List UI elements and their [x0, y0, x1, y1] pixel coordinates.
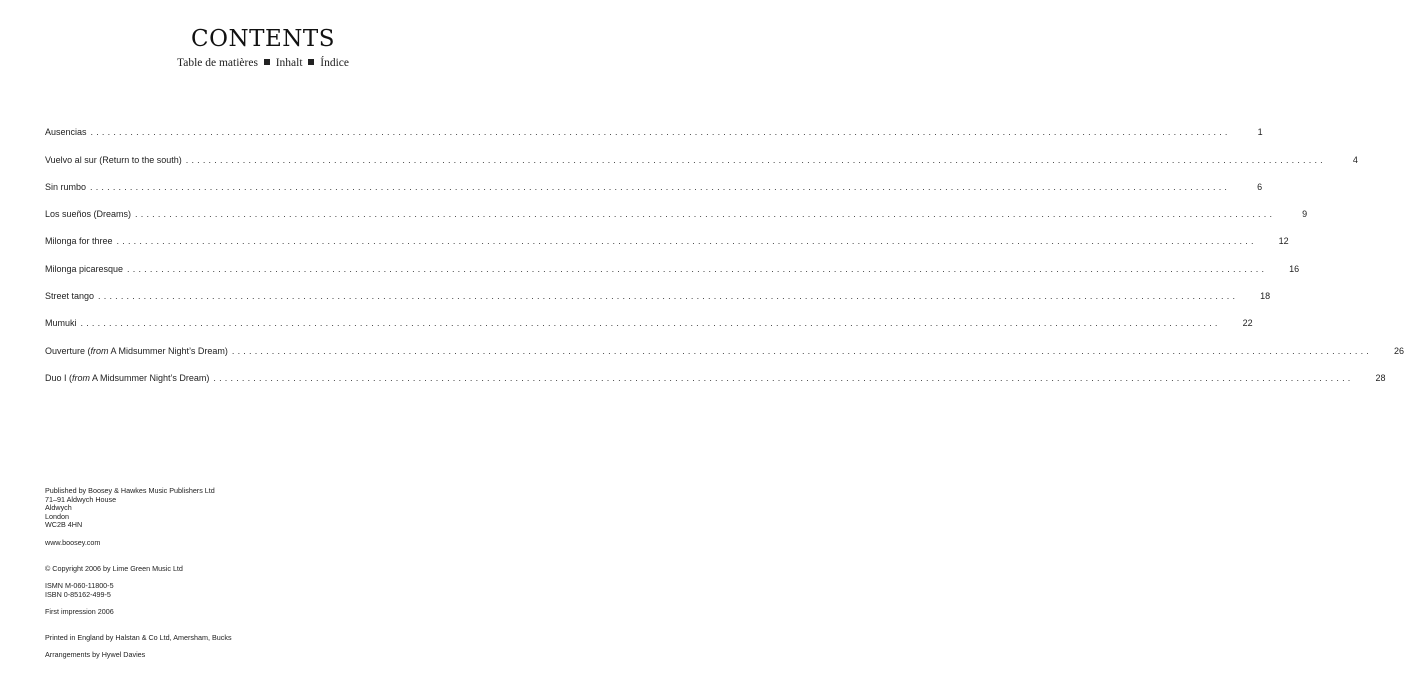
toc-entry-title: Ausencias [45, 127, 87, 138]
subtitle-german: Inhalt [275, 57, 303, 69]
toc-entry[interactable] [45, 274, 1271, 302]
ismn-line: ISMN M-060-11800-5 [45, 580, 114, 590]
toc-entry-title: Sin rumbo [45, 181, 87, 192]
toc-entry-page: 28 [1375, 372, 1386, 383]
toc-entry-title: Street tango [45, 291, 95, 302]
toc-entry[interactable] [45, 192, 1308, 220]
toc-entry-page: 9 [1302, 209, 1308, 220]
toc-entry-page: 18 [1260, 291, 1271, 302]
toc-entry[interactable] [45, 137, 1358, 165]
toc-entry[interactable] [45, 246, 1300, 274]
toc-entry[interactable] [45, 165, 1263, 192]
toc-entry-title: Milonga for three [45, 236, 113, 247]
toc-entry-title: Vuelvo al sur (Return to the south) [45, 154, 182, 165]
toc-entry-page: 4 [1352, 154, 1358, 165]
toc-entry[interactable] [45, 356, 1386, 383]
toc-entry[interactable] [45, 328, 1404, 356]
toc-entry-page: 26 [1393, 345, 1404, 356]
publisher-line: Aldwych [45, 503, 72, 513]
table-of-contents [45, 110, 1404, 383]
toc-leader-dots: ........................................................................................................................................................................................................ [116, 236, 1257, 247]
toc-entry[interactable] [45, 219, 1289, 247]
toc-entry[interactable] [45, 301, 1253, 329]
toc-entry-page: 1 [1257, 127, 1263, 138]
toc-entry-page: 16 [1289, 263, 1300, 274]
toc-entry[interactable] [45, 110, 1263, 138]
printer-line: Printed in England by Halstan & Co Ltd, Amersham, Bucks [45, 632, 232, 642]
imprint-block [45, 487, 232, 659]
website-link[interactable]: www.boosey.com [45, 537, 101, 547]
page-subtitle [0, 56, 526, 70]
toc-leader-dots: ........................................................................................................................................................................................................ [127, 263, 1268, 274]
toc-title-italic: from [72, 372, 91, 383]
isbn-line: ISBN 0-85162-499-5 [45, 589, 111, 599]
toc-entry-page: 6 [1257, 181, 1263, 192]
toc-entry-title: Mumuki [45, 318, 77, 329]
toc-leader-dots: ........................................................................................................................................................................................................ [90, 127, 1231, 138]
toc-title-text: Ouverture ( [45, 345, 91, 356]
toc-leader-dots: ........................................................................................................................................................................................................ [80, 318, 1221, 329]
toc-title-text: A Midsummer Night’s Dream) [90, 372, 210, 383]
impression-line: First impression 2006 [45, 606, 114, 616]
arrangements-line: Arrangements by Hywel Davies [45, 649, 146, 659]
publisher-line: 71–91 Aldwych House [45, 494, 117, 504]
toc-leader-dots: ........................................................................................................................................................................................................ [135, 209, 1276, 220]
toc-title-text: Duo I ( [45, 372, 73, 383]
copyright-line: © Copyright 2006 by Lime Green Music Ltd [45, 563, 183, 573]
toc-entry-title [45, 373, 213, 383]
toc-leader-dots: ........................................................................................................................................................................................................ [231, 345, 1372, 356]
toc-entry-title: Milonga picaresque [45, 263, 124, 274]
toc-leader-dots: ........................................................................................................................................................................................................ [98, 291, 1239, 302]
publisher-line: London [45, 511, 69, 521]
toc-entry-page: 22 [1242, 318, 1253, 329]
subtitle-french: Table de matières [177, 57, 258, 69]
toc-entry-title [45, 346, 232, 356]
square-bullet-icon [308, 59, 314, 65]
subtitle-spanish: Índice [320, 57, 349, 69]
page-title: CONTENTS [191, 26, 335, 52]
publisher-line: WC2B 4HN [45, 520, 83, 530]
toc-title-italic: from [90, 345, 109, 356]
toc-leader-dots: ........................................................................................................................................................................................................ [185, 154, 1326, 165]
toc-entry-page: 12 [1278, 236, 1289, 247]
square-bullet-icon [264, 59, 270, 65]
toc-leader-dots: ........................................................................................................................................................................................................ [90, 181, 1231, 192]
publisher-line: Published by Boosey & Hawkes Music Publishers Ltd [45, 486, 215, 495]
toc-title-text: A Midsummer Night’s Dream) [108, 345, 228, 356]
toc-leader-dots: ........................................................................................................................................................................................................ [213, 372, 1354, 383]
toc-entry-title: Los sueños (Dreams) [45, 209, 132, 220]
